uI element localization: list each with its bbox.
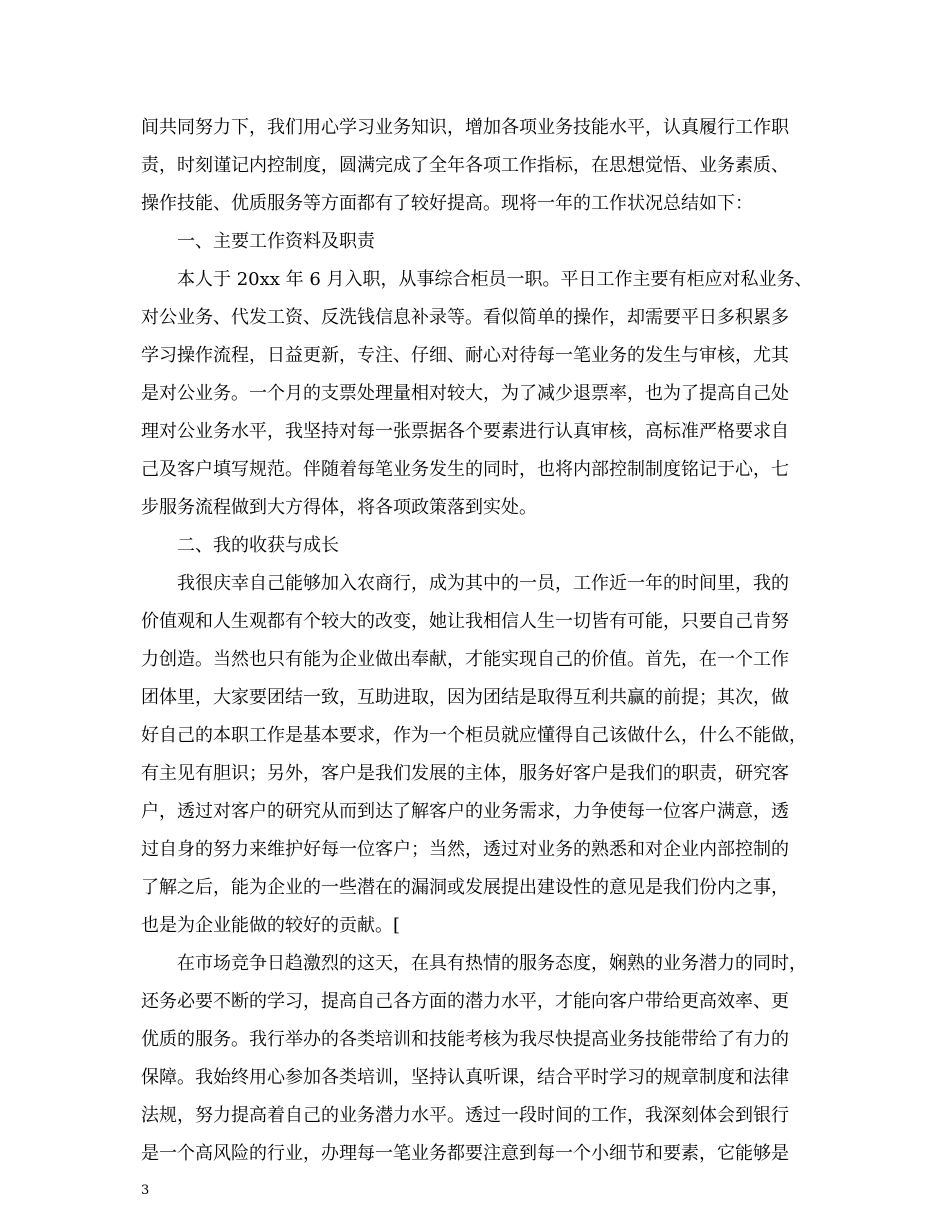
body-text-line: 团体里，大家要团结一致，互助进取，因为团结是取得互利共赢的前提；其次，做 [141,687,789,708]
body-text-line: 间共同努力下，我们用心学习业务知识，增加各项业务技能水平，认真履行工作职 [141,117,789,138]
body-text-line: 步服务流程做到大方得体，将各项政策落到实处。 [141,497,537,518]
body-text-line: 责，时刻谨记内控制度，圆满完成了全年各项工作指标，在思想觉悟、业务素质、 [141,155,789,176]
body-text-line: 户，透过对客户的研究从而到达了解客户的业务需求，力争使每一位客户满意，透 [141,801,789,822]
body-text-line: 本人于 20xx 年 6 月入职，从事综合柜员一职。平日工作主要有柜应对私业务、 [177,269,813,290]
body-text-line: 在市场竞争日趋激烈的这天，在具有热情的服务态度，娴熟的业务潜力的同时， [177,953,807,974]
section-heading: 一、主要工作资料及职责 [177,231,375,252]
body-text-line: 操作技能、优质服务等方面都有了较好提高。现将一年的工作状况总结如下： [141,193,753,214]
body-text-line: 还务必要不断的学习，提高自己各方面的潜力水平，才能向客户带给更高效率、更 [141,991,789,1012]
body-text-line: 理对公业务水平，我坚持对每一张票据各个要素进行认真审核，高标准严格要求自 [141,421,789,442]
page-number: 3 [141,1183,150,1198]
body-text-line: 力创造。当然也只有能为企业做出奉献，才能实现自己的价值。首先，在一个工作 [141,649,789,670]
body-text-line: 也是为企业能做的较好的贡献。[ [141,915,401,936]
body-text-line: 己及客户填写规范。伴随着每笔业务发生的同时，也将内部控制制度铭记于心，七 [141,459,789,480]
body-text-line: 对公业务、代发工资、反洗钱信息补录等。看似简单的操作，却需要平日多积累多 [141,307,789,328]
body-text-line: 学习操作流程，日益更新，专注、仔细、耐心对待每一笔业务的发生与审核，尤其 [141,345,789,366]
body-text-line: 价值观和人生观都有个较大的改变，她让我相信人生一切皆有可能，只要自己肯努 [141,611,789,632]
body-text-line: 是一个高风险的行业，办理每一笔业务都要注意到每一个小细节和要素，它能够是 [141,1143,789,1164]
body-text-line: 有主见有胆识；另外，客户是我们发展的主体，服务好客户是我们的职责，研究客 [141,763,789,784]
body-text-line: 优质的服务。我行举办的各类培训和技能考核为我尽快提高业务技能带给了有力的 [141,1029,789,1050]
body-text-line: 法规，努力提高着自己的业务潜力水平。透过一段时间的工作，我深刻体会到银行 [141,1105,789,1126]
body-text-line: 过自身的努力来维护好每一位客户；当然，透过对业务的熟悉和对企业内部控制的 [141,839,789,860]
body-text-line: 我很庆幸自己能够加入农商行，成为其中的一员，工作近一年的时间里，我的 [177,573,789,594]
section-heading: 二、我的收获与成长 [177,535,339,556]
body-text-line: 是对公业务。一个月的支票处理量相对较大，为了减少退票率，也为了提高自己处 [141,383,789,404]
body-text-line: 保障。我始终用心参加各类培训，坚持认真听课，结合平时学习的规章制度和法律 [141,1067,789,1088]
body-text-line: 好自己的本职工作是基本要求，作为一个柜员就应懂得自己该做什么，什么不能做， [141,725,807,746]
body-text-line: 了解之后，能为企业的一些潜在的漏洞或发展提出建设性的意见是我们份内之事， [141,877,789,898]
